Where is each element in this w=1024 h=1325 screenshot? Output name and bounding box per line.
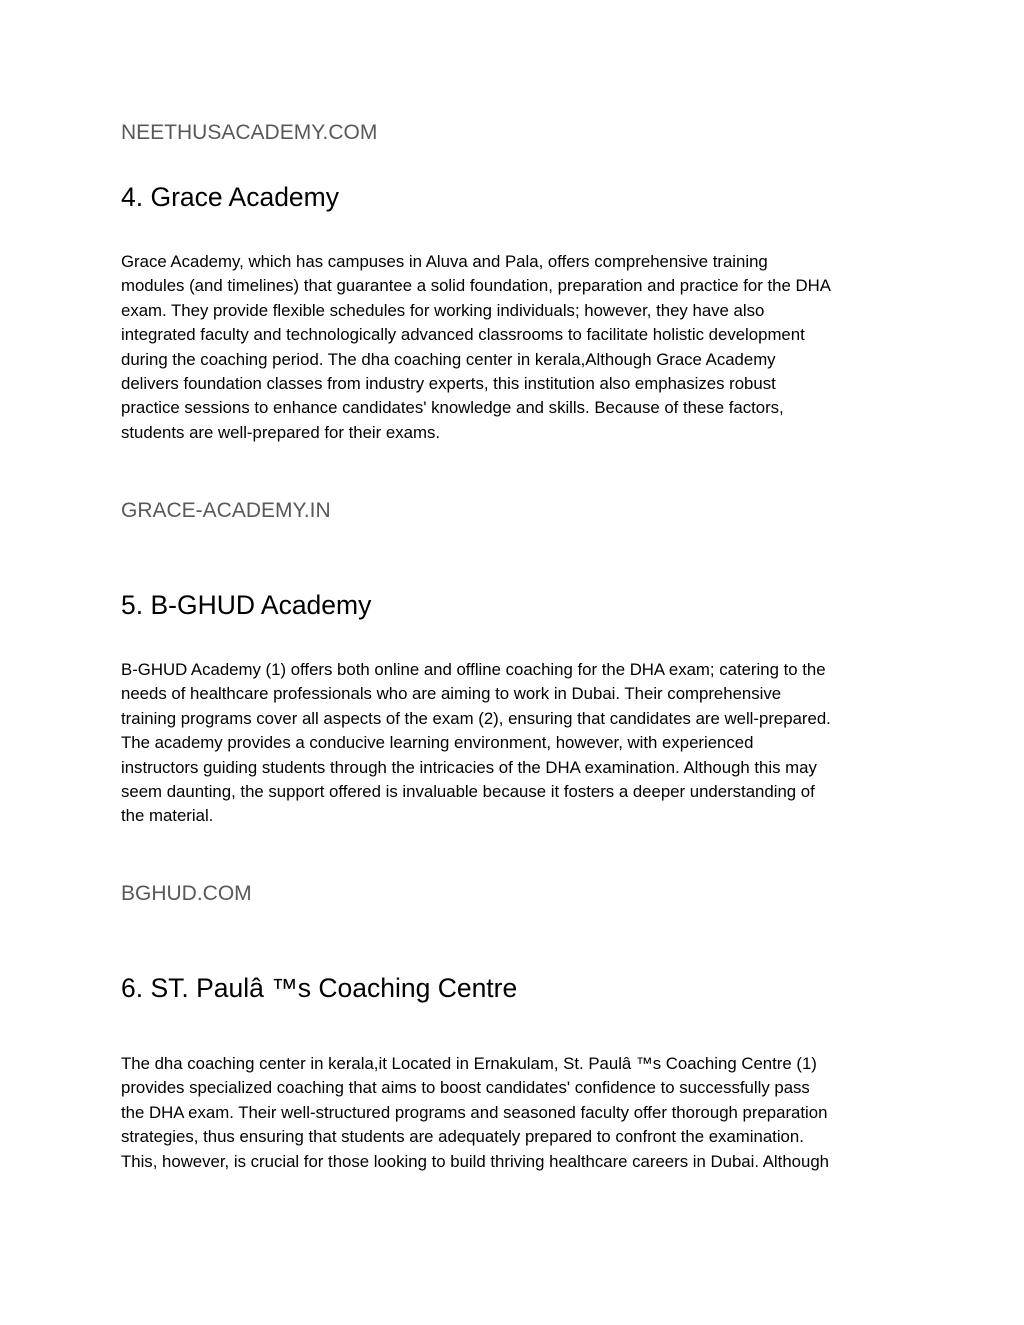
text-line: during the coaching period. The dha coaching center in kerala,Although Grace Academy — [121, 349, 776, 369]
paragraph-bghud-academy — [121, 658, 911, 829]
heading-grace-academy: 4. Grace Academy — [121, 182, 339, 212]
heading-bghud-academy: 5. B-GHUD Academy — [121, 590, 372, 620]
text-line: modules (and timelines) that guarantee a solid foundation, preparation and practice for the DHA — [121, 276, 831, 296]
text-line: exam. They provide flexible schedules for working individuals; however, they have also — [121, 300, 765, 320]
text-line: delivers foundation classes from industry experts, this institution also emphasizes robust — [121, 374, 776, 394]
heading-st-pauls: 6. ST. Paulâ ™s Coaching Centre — [121, 973, 518, 1003]
paragraph-st-pauls — [121, 1052, 911, 1174]
text-line: training programs cover all aspects of the exam (2), ensuring that candidates are well-prepared. — [121, 708, 831, 728]
text-line: students are well-prepared for their exams. — [121, 422, 440, 442]
text-line: This, however, is crucial for those looking to build thriving healthcare careers in Dubai. Although — [121, 1151, 829, 1171]
website-link-neethus[interactable]: NEETHUSACADEMY.COM — [121, 121, 378, 144]
text-line: integrated faculty and technologically advanced classrooms to facilitate holistic development — [121, 325, 805, 345]
text-line: seem daunting, the support offered is invaluable because it fosters a deeper understanding of — [121, 782, 815, 802]
website-link-grace-academy[interactable]: GRACE-ACADEMY.IN — [121, 499, 331, 522]
text-line: needs of healthcare professionals who are aiming to work in Dubai. Their comprehensive — [121, 684, 782, 704]
text-line: The dha coaching center in kerala,it Located in Ernakulam, St. Paulâ ™s Coaching Centre (1) — [121, 1054, 817, 1073]
text-line: strategies, thus ensuring that students are adequately prepared to confront the examination. — [121, 1127, 804, 1147]
text-line: Grace Academy, which has campuses in Aluva and Pala, offers comprehensive training — [121, 252, 768, 271]
website-link-bghud[interactable]: BGHUD.COM — [121, 882, 252, 905]
text-line: instructors guiding students through the intricacies of the DHA examination. Although this may — [121, 757, 817, 777]
text-line: The academy provides a conducive learning environment, however, with experienced — [121, 733, 754, 753]
paragraph-grace-academy — [121, 250, 911, 445]
text-line: the DHA exam. Their well-structured programs and seasoned faculty offer thorough preparation — [121, 1102, 828, 1122]
text-line: practice sessions to enhance candidates' knowledge and skills. Because of these factors, — [121, 398, 784, 418]
text-line: B-GHUD Academy (1) offers both online and offline coaching for the DHA exam; catering to the — [121, 660, 826, 679]
text-line: the material. — [121, 806, 214, 826]
text-line: provides specialized coaching that aims to boost candidates' confidence to successfully pass — [121, 1078, 810, 1098]
